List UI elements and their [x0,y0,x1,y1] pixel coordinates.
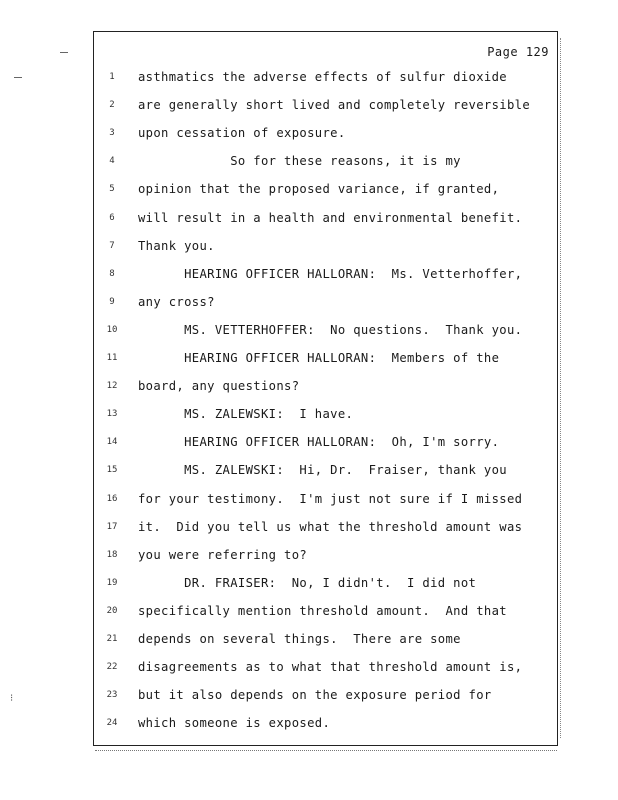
line-number: 21 [106,634,118,644]
line-text: asthmatics the adverse effects of sulfur dioxide [138,70,507,84]
line-text: HEARING OFFICER HALLORAN: Oh, I'm sorry. [138,435,500,450]
line-number: 4 [109,156,115,167]
line-text: you were referring to? [138,547,308,562]
line-number: 9 [109,296,115,307]
line-number: 16 [106,493,118,504]
line-number: 3 [109,128,115,139]
line-text: disagreements as to what that threshold amount is, [138,660,523,675]
right-edge-rule [560,38,561,738]
line-text: MS. VETTERHOFFER: No questions. Thank you. [138,322,523,337]
line-text: upon cessation of exposure. [138,126,346,141]
bottom-edge-rule [95,750,557,751]
line-text: opinion that the proposed variance, if granted, [138,182,500,197]
line-text: MS. ZALEWSKI: Hi, Dr. Fraiser, thank you [138,463,507,478]
line-text: HEARING OFFICER HALLORAN: Members of the [138,351,500,365]
line-text: but it also depends on the exposure period for [138,688,492,703]
line-number: 24 [106,718,118,729]
line-number: 18 [106,549,118,560]
line-number: 19 [106,577,118,588]
line-text: it. Did you tell us what the threshold amount was [138,519,523,534]
line-text: HEARING OFFICER HALLORAN: Ms. Vetterhoffer, [138,266,523,281]
line-number: 6 [109,212,115,223]
line-number: 23 [106,690,118,701]
line-number: 8 [109,268,115,279]
line-text: will result in a health and environmental benefit. [138,210,523,225]
line-text: are generally short lived and completely reversible [138,98,531,113]
line-number: 17 [106,521,118,532]
line-text: for your testimony. I'm just not sure if I missed [138,491,523,506]
line-number: 7 [109,240,115,251]
line-text: specifically mention threshold amount. And that [138,603,507,618]
page-number: Page 129 [487,45,549,59]
line-number: 2 [109,100,115,111]
line-text: Thank you. [138,238,215,253]
line-text: So for these reasons, it is my [138,154,461,169]
line-text: MS. ZALEWSKI: I have. [138,407,354,422]
line-number: 22 [106,662,118,673]
line-number: 13 [106,409,118,420]
line-text: which someone is exposed. [138,716,331,731]
transcript-page [93,31,558,746]
line-number: 14 [106,437,118,448]
binding-margin-mark: ⁝ [10,693,14,704]
line-number: 1 [109,72,115,82]
line-text: DR. FRAISER: No, I didn't. I did not [138,575,477,590]
crop-mark [60,52,68,53]
line-number: 12 [106,381,118,392]
line-text: any cross? [138,294,215,309]
line-number: 15 [106,465,118,476]
crop-mark [14,77,22,78]
line-number: 20 [106,605,118,616]
line-text: depends on several things. There are some [138,632,461,646]
line-number: 5 [109,184,115,195]
line-number: 10 [106,324,118,335]
line-text: board, any questions? [138,379,300,394]
line-number: 11 [106,353,118,363]
